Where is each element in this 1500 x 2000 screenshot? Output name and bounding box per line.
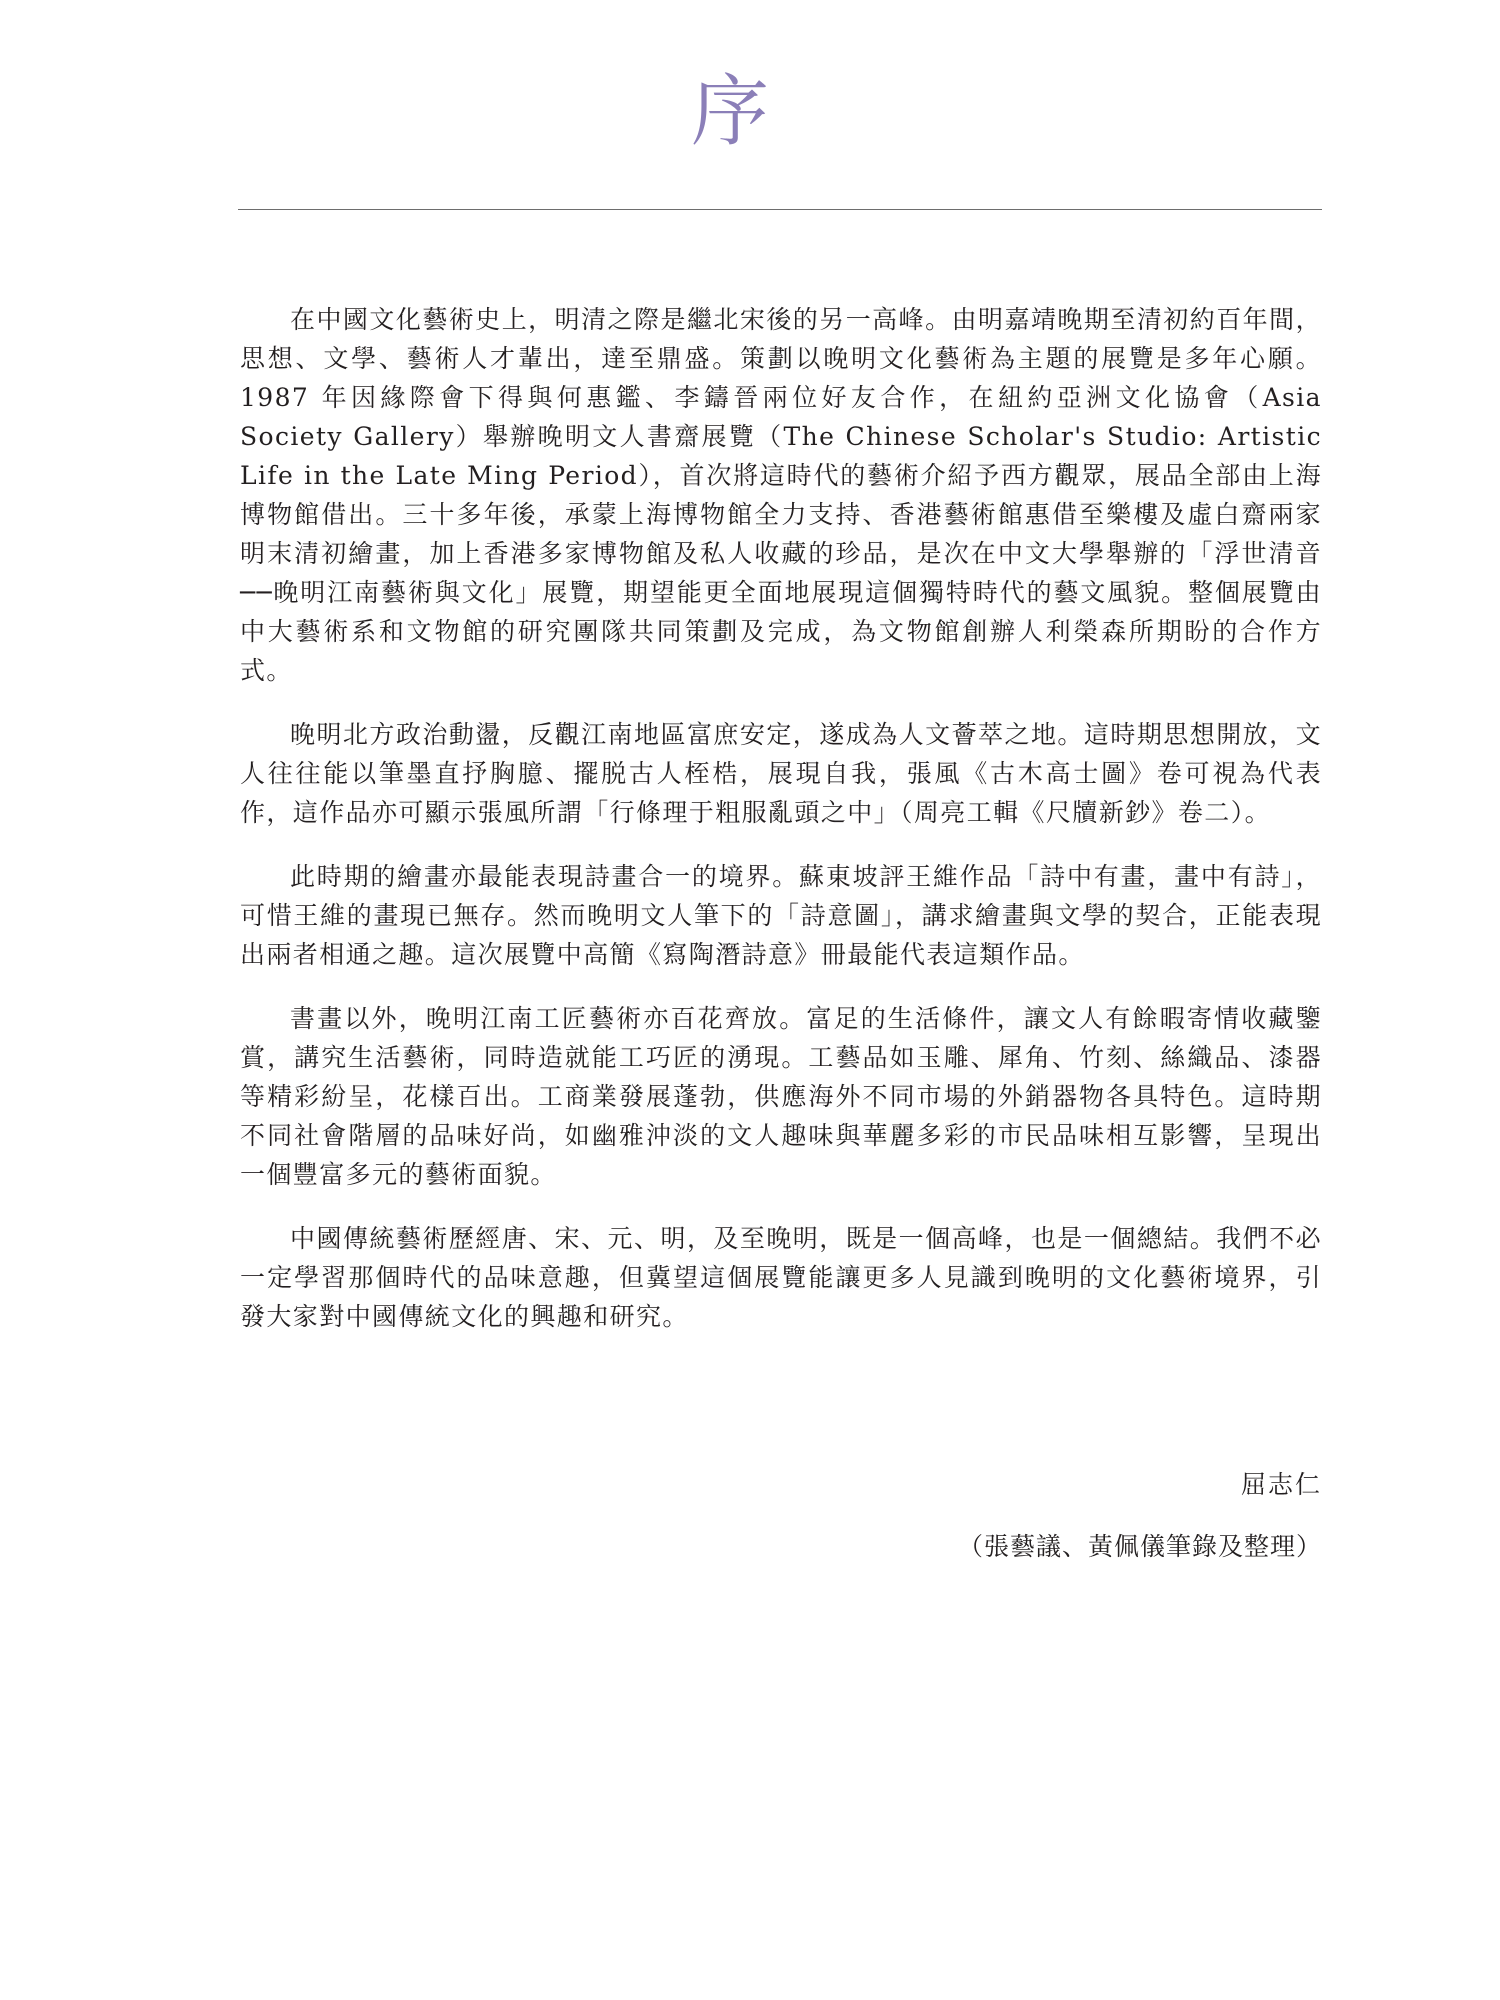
- transcription-note: （張藝議、黃佩儀筆錄及整理）: [957, 1532, 1322, 1561]
- page-title: 序: [690, 67, 769, 157]
- paragraph-1: 在中國文化藝術史上，明清之際是繼北宋後的另一高峰。由明嘉靖晚期至清初約百年間，思想、文學、藝術人才輩出，達至鼎盛。策劃以晚明文化藝術為主題的展覽是多年心願。1987 年因緣際會下得與何惠鑑、李鑄晉兩位好友合作，在紐約亞洲文化協會（Asia Society Gallery）舉辦晚明文人書齋展覽（The Chinese Scholar's Studio: Artistic Life in the Late Ming Period），首次將這時代的藝術介紹予西方觀眾，展品全部由上海博物館借出。三十多年後，承蒙上海博物館全力支持、香港藝術館惠借至樂樓及虛白齋兩家明末清初繪畫，加上香港多家博物館及私人收藏的珍品，是次在中文大學舉辦的「浮世清音──晚明江南藝術與文化」展覽，期望能更全面地展現這個獨特時代的藝文風貌。整個展覽由中大藝術系和文物館的研究團隊共同策劃及完成，為文物館創辦人利榮森所期盼的合作方式。: [240, 305, 1322, 685]
- title-divider: [238, 209, 1322, 210]
- author-name: 屈志仁: [1240, 1470, 1322, 1499]
- paragraph-3: 此時期的繪畫亦最能表現詩畫合一的境界。蘇東坡評王維作品「詩中有畫，畫中有詩」，可惜王維的畫現已無存。然而晚明文人筆下的「詩意圖」，講求繪畫與文學的契合，正能表現出兩者相通之趣。這次展覽中高簡《寫陶潛詩意》冊最能代表這類作品。: [240, 862, 1322, 969]
- paragraph-2: 晚明北方政治動盪，反觀江南地區富庶安定，遂成為人文薈萃之地。這時期思想開放，文人往往能以筆墨直抒胸臆、擺脱古人桎梏，展現自我，張風《古木高士圖》卷可視為代表作，這作品亦可顯示張風所謂「行條理于粗服亂頭之中」（周亮工輯《尺牘新鈔》卷二）。: [240, 720, 1322, 827]
- paragraph-5: 中國傳統藝術歷經唐、宋、元、明，及至晚明，既是一個高峰，也是一個總結。我們不必一定學習那個時代的品味意趣，但冀望這個展覽能讓更多人見識到晚明的文化藝術境界，引發大家對中國傳統文化的興趣和研究。: [240, 1224, 1322, 1331]
- preface-body: [240, 300, 1322, 1361]
- signature-block: [958, 1465, 1322, 1567]
- paragraph-4: 書畫以外，晚明江南工匠藝術亦百花齊放。富足的生活條件，讓文人有餘暇寄情收藏鑒賞，講究生活藝術，同時造就能工巧匠的湧現。工藝品如玉雕、犀角、竹刻、絲織品、漆器等精彩紛呈，花樣百出。工商業發展蓬勃，供應海外不同市場的外銷器物各具特色。這時期不同社會階層的品味好尚，如幽雅沖淡的文人趣味與華麗多彩的市民品味相互影響，呈現出一個豐富多元的藝術面貌。: [240, 1004, 1322, 1189]
